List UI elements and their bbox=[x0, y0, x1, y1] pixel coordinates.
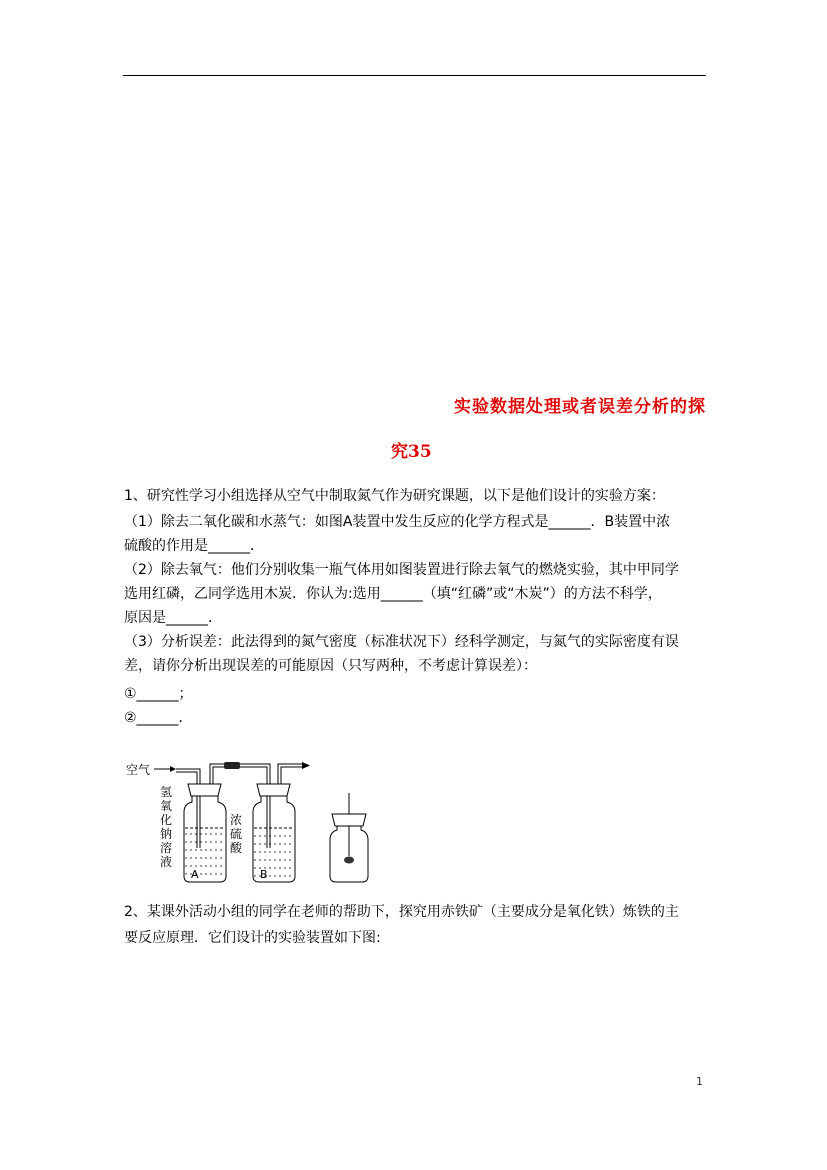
q1-intro: 1、研究性学习小组选择从空气中制取氮气作为研究课题，以下是他们设计的实验方案： bbox=[124, 488, 665, 504]
air-label: 空气 bbox=[126, 763, 151, 777]
q1-part2-line1: （2）除去氧气：他们分别收集一瓶气体用如图装置进行除去氧气的燃烧实验，其中甲同学 bbox=[124, 562, 679, 578]
rubber-connector bbox=[224, 762, 240, 769]
q1-part1-line2: 硫酸的作用是______． bbox=[124, 538, 264, 554]
bottle-b-char-2: 硫 bbox=[230, 827, 243, 841]
bottle-b bbox=[240, 762, 310, 882]
q1-part1-line1: （1）除去二氧化碳和水蒸气：如图A装置中发生反应的化学方程式是______．B装置中浓 bbox=[124, 514, 671, 530]
q2-line2: 要反应原理．它们设计的实验装置如下图: bbox=[124, 930, 381, 946]
bottle-a-char-3: 化 bbox=[160, 813, 173, 827]
bottle-a-char-6: 液 bbox=[160, 855, 173, 869]
q1-answer-1: ①______； bbox=[124, 686, 193, 702]
q1-answer-2: ②______． bbox=[124, 710, 193, 726]
q2-line1: 2、某课外活动小组的同学在老师的帮助下，探究用赤铁矿（主要成分是氧化铁）炼铁的主 bbox=[124, 904, 679, 920]
q1-part2-line2: 选用红磷，乙同学选用木炭．你认为:选用______（填“红磷”或“木炭”）的方法不科学， bbox=[124, 586, 662, 602]
bottle-a-char-1: 氢 bbox=[160, 785, 173, 799]
apparatus-figure bbox=[124, 758, 424, 888]
q1-part3-line2: 差，请你分析出现误差的可能原因（只写两种，不考虑计算误差）： bbox=[124, 658, 537, 674]
bottle-a-char-4: 钠 bbox=[160, 827, 173, 841]
combustion-jar bbox=[330, 793, 368, 882]
page-title-line2: 究35 bbox=[391, 442, 432, 462]
bottle-b-char-3: 酸 bbox=[230, 841, 243, 855]
page-title-line1: 实验数据处理或者误差分析的探 bbox=[454, 397, 706, 417]
q1-part2-line3: 原因是______． bbox=[124, 610, 222, 626]
label-a: A bbox=[191, 868, 199, 881]
bottle-a-char-2: 氧 bbox=[160, 799, 173, 813]
bottle-a-char-5: 溶 bbox=[160, 841, 173, 855]
page-number: 1 bbox=[696, 1075, 703, 1088]
label-b: B bbox=[260, 868, 268, 881]
header-rule bbox=[123, 75, 706, 76]
q1-part3-line1: （3）分析误差：此法得到的氮气密度（标准状况下）经科学测定，与氮气的实际密度有误 bbox=[124, 634, 679, 650]
bottle-b-char-1: 浓 bbox=[230, 813, 243, 827]
